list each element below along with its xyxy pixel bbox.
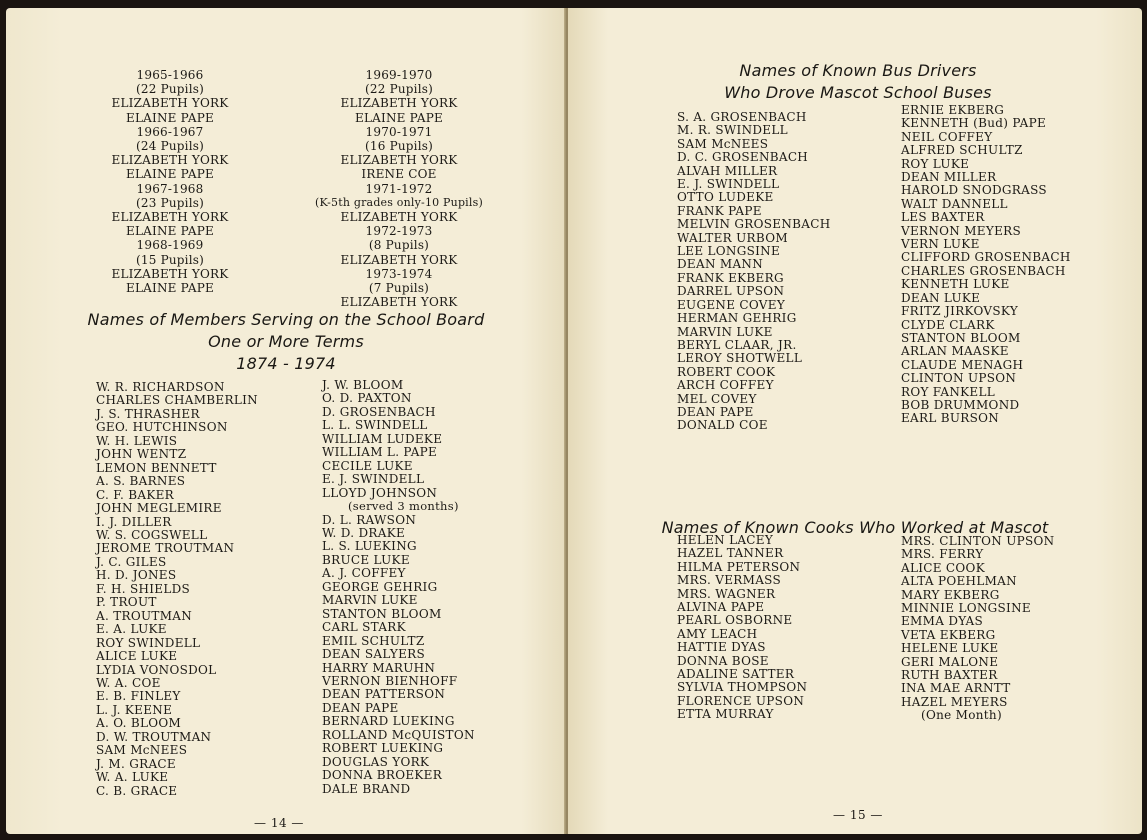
school-year: 1969-1970 xyxy=(365,68,433,82)
bus-driver-name: DEAN MILLER xyxy=(901,170,997,185)
board-member-name: CARL STARK xyxy=(322,620,406,635)
bus-driver-name: ARLAN MAASKE xyxy=(901,344,1009,359)
pupil-count: (8 Pupils) xyxy=(368,238,430,253)
bus-driver-name: FRITZ JIRKOVSKY xyxy=(901,304,1019,319)
bus-driver-name: S. A. GROSENBACH xyxy=(677,110,807,124)
cook-name: RUTH BAXTER xyxy=(901,668,998,683)
board-member-name: DONNA BROEKER xyxy=(322,768,443,783)
board-member-name: DEAN PAPE xyxy=(322,700,399,715)
school-year-block xyxy=(299,224,499,267)
bus-driver-name: VERNON MEYERS xyxy=(901,223,1021,238)
board-member-name: JEROME TROUTMAN xyxy=(96,541,235,556)
school-year: 1971-1972 xyxy=(365,181,433,196)
school-year: 1967-1968 xyxy=(136,181,204,196)
school-year: 1970-1971 xyxy=(365,124,433,139)
bus-driver-name: EARL BURSON xyxy=(901,411,1000,426)
pupil-count: (24 Pupils) xyxy=(136,139,204,154)
cook-name: VETA EKBERG xyxy=(901,627,996,642)
board-member-name: W. A. COE xyxy=(96,675,161,690)
bus-driver-name: M. R. SWINDELL xyxy=(677,123,788,138)
teacher-name: ELIZABETH YORK xyxy=(340,295,458,310)
board-member-name: GEO. HUTCHINSON xyxy=(96,420,228,435)
cook-name: AMY LEACH xyxy=(677,626,758,641)
teacher-name: ELAINE PAPE xyxy=(126,281,214,296)
board-member-name: O. D. PAXTON xyxy=(322,391,412,406)
board-member-name: W. R. RICHARDSON xyxy=(96,380,225,394)
pupil-count: (K-5th grades only-10 Pupils) xyxy=(315,195,483,209)
bus-driver-name: ERNIE EKBERG xyxy=(901,103,1005,117)
teacher-name: IRENE COE xyxy=(361,167,437,182)
cook-name: MINNIE LONGSINE xyxy=(901,601,1031,616)
board-member-name: W. H. LEWIS xyxy=(96,433,178,448)
school-year-block xyxy=(299,125,499,182)
teacher-name: ELAINE PAPE xyxy=(355,110,443,125)
pupil-count: (22 Pupils) xyxy=(136,82,204,97)
board-members-column-1 xyxy=(96,381,296,798)
bus-driver-name: OTTO LUDEKE xyxy=(677,190,774,205)
bus-driver-name: BOB DRUMMOND xyxy=(901,397,1020,412)
teacher-name: ELIZABETH YORK xyxy=(340,96,458,111)
board-member-name: H. D. JONES xyxy=(96,568,177,583)
bus-driver-name: LES BAXTER xyxy=(901,210,985,225)
bus-driver-name: LEE LONGSINE xyxy=(677,244,781,259)
board-member-name: WILLIAM L. PAPE xyxy=(322,445,438,460)
bus-driver-name: ALVAH MILLER xyxy=(677,163,778,178)
cook-name: MARY EKBERG xyxy=(901,587,1000,602)
bus-driver-name: DEAN LUKE xyxy=(901,290,981,305)
school-year-block xyxy=(90,238,250,295)
board-member-name: ALICE LUKE xyxy=(96,649,178,664)
board-member-name: E. B. FINLEY xyxy=(96,689,181,704)
board-member-name: A. TROUTMAN xyxy=(96,608,193,623)
board-note: (served 3 months) xyxy=(348,499,459,514)
cook-name: MRS. VERMASS xyxy=(677,573,781,588)
board-member-name: L. L. SWINDELL xyxy=(322,418,428,433)
bus-driver-name: MEL COVEY xyxy=(677,391,757,406)
board-member-name: SAM McNEES xyxy=(96,743,188,758)
board-member-name: J. C. GILES xyxy=(96,554,167,569)
bus-driver-name: D. C. GROSENBACH xyxy=(677,150,809,165)
board-member-name: J. S. THRASHER xyxy=(96,406,200,421)
school-year: 1972-1973 xyxy=(365,224,433,239)
board-member-name: ROLLAND McQUISTON xyxy=(322,727,475,742)
board-members-column-2 xyxy=(322,379,542,796)
teacher-name: ELAINE PAPE xyxy=(126,110,214,125)
board-member-name: LYDIA VONOSDOL xyxy=(96,662,217,677)
board-member-name: DEAN PATTERSON xyxy=(322,687,446,702)
school-board-heading-line3: 1874 - 1974 xyxy=(236,354,336,373)
bus-driver-name: STANTON BLOOM xyxy=(901,330,1021,345)
board-member-name: DOUGLAS YORK xyxy=(322,754,430,769)
bus-driver-name: VERN LUKE xyxy=(901,237,980,252)
bus-driver-name: ROY LUKE xyxy=(901,156,970,171)
board-member-name: BRUCE LUKE xyxy=(322,552,410,567)
bus-driver-name: CHARLES GROSENBACH xyxy=(901,263,1066,278)
school-year: 1973-1974 xyxy=(365,266,433,281)
bus-driver-name: SAM McNEES xyxy=(677,136,769,151)
bus-driver-name: CLYDE CLARK xyxy=(901,317,995,332)
school-year: 1965-1966 xyxy=(136,68,204,82)
cook-name: ALTA POEHLMAN xyxy=(901,574,1017,589)
school-board-heading-line2: One or More Terms xyxy=(208,332,364,351)
bus-drivers-column-2 xyxy=(901,104,1121,426)
cooks-column-2 xyxy=(901,535,1121,723)
pupil-count: (7 Pupils) xyxy=(368,281,430,296)
cook-name: HELEN LACEY xyxy=(677,533,774,547)
bus-drivers-heading xyxy=(588,60,1128,104)
teacher-name: ELIZABETH YORK xyxy=(111,210,229,225)
cooks-note: (One Month) xyxy=(921,708,1002,723)
board-member-name: I. J. DILLER xyxy=(96,514,172,529)
board-member-name: ROY SWINDELL xyxy=(96,635,201,650)
school-board-heading-line1: Names of Members Serving on the School Board xyxy=(87,310,485,329)
bus-driver-name: DEAN MANN xyxy=(677,257,764,272)
bus-driver-name: KENNETH (Bud) PAPE xyxy=(901,116,1047,131)
pupil-years-column-1 xyxy=(90,68,250,295)
school-year-block xyxy=(90,182,250,239)
teacher-name: ELIZABETH YORK xyxy=(111,96,229,111)
board-member-name: ROBERT LUEKING xyxy=(322,741,444,756)
bus-driver-name: CLINTON UPSON xyxy=(901,371,1017,386)
board-member-name: E. A. LUKE xyxy=(96,622,167,637)
bus-driver-name: WALTER URBOM xyxy=(677,230,788,245)
teacher-name: ELIZABETH YORK xyxy=(340,252,458,267)
bus-driver-name: CLAUDE MENAGH xyxy=(901,357,1024,372)
bus-driver-name: MELVIN GROSENBACH xyxy=(677,217,831,232)
cook-name: HATTIE DYAS xyxy=(677,640,766,655)
cook-name: HILMA PETERSON xyxy=(677,559,801,574)
board-member-name: MARVIN LUKE xyxy=(322,593,418,608)
teacher-name: ELIZABETH YORK xyxy=(111,266,229,281)
pupil-years-column-2 xyxy=(299,68,499,309)
page-number: — 15 — xyxy=(833,808,883,822)
cook-name: SYLVIA THOMPSON xyxy=(677,680,808,695)
school-year-block xyxy=(90,68,250,125)
board-member-name: J. M. GRACE xyxy=(96,756,176,771)
cook-name: EMMA DYAS xyxy=(901,614,984,629)
teacher-name: ELAINE PAPE xyxy=(126,224,214,239)
pupil-count: (23 Pupils) xyxy=(136,195,204,210)
school-year-block xyxy=(90,125,250,182)
cook-name: MRS. WAGNER xyxy=(677,586,776,601)
bus-drivers-heading-line2: Who Drove Mascot School Buses xyxy=(724,83,992,102)
school-year-block xyxy=(299,68,499,125)
board-member-name: E. J. SWINDELL xyxy=(322,472,425,487)
board-member-name: A. O. BLOOM xyxy=(96,716,182,731)
school-year-block xyxy=(299,182,499,225)
board-member-name: A. J. COFFEY xyxy=(322,566,406,581)
board-member-name: DEAN SALYERS xyxy=(322,647,425,662)
board-member-name: P. TROUT xyxy=(96,595,157,610)
board-member-name: WILLIAM LUDEKE xyxy=(322,431,443,446)
bus-driver-name: NEIL COFFEY xyxy=(901,129,993,144)
board-member-name: EMIL SCHULTZ xyxy=(322,633,425,648)
bus-driver-name: LEROY SHOTWELL xyxy=(677,351,803,366)
bus-driver-name: HERMAN GEHRIG xyxy=(677,311,797,326)
school-board-heading xyxy=(46,309,526,375)
cook-name: ADALINE SATTER xyxy=(677,667,795,682)
cook-name: FLORENCE UPSON xyxy=(677,693,805,708)
right-page xyxy=(568,8,1142,834)
board-member-name: JOHN WENTZ xyxy=(96,447,187,462)
board-member-name: W. D. DRAKE xyxy=(322,525,406,540)
bus-driver-name: HAROLD SNODGRASS xyxy=(901,183,1047,198)
bus-driver-name: DEAN PAPE xyxy=(677,404,754,419)
bus-drivers-heading-line1: Names of Known Bus Drivers xyxy=(739,61,977,80)
bus-driver-name: DONALD COE xyxy=(677,418,768,433)
board-member-name: VERNON BIENHOFF xyxy=(322,673,458,688)
bus-driver-name: ALFRED SCHULTZ xyxy=(901,143,1023,158)
cook-name: MRS. FERRY xyxy=(901,547,984,562)
bus-drivers-column-1 xyxy=(677,111,877,433)
school-year-block xyxy=(299,267,499,310)
cook-name: HAZEL TANNER xyxy=(677,546,784,561)
cook-name: ETTA MURRAY xyxy=(677,707,774,722)
cooks-column-1 xyxy=(677,534,877,722)
bus-driver-name: FRANK PAPE xyxy=(677,203,762,218)
school-year: 1968-1969 xyxy=(136,238,204,253)
board-member-name: BERNARD LUEKING xyxy=(322,714,455,729)
board-member-name: DALE BRAND xyxy=(322,781,411,796)
board-member-name: D. GROSENBACH xyxy=(322,404,436,419)
board-member-name: F. H. SHIELDS xyxy=(96,581,191,596)
school-year: 1966-1967 xyxy=(136,124,204,139)
bus-driver-name: FRANK EKBERG xyxy=(677,270,784,285)
bus-driver-name: ARCH COFFEY xyxy=(677,378,774,393)
left-page xyxy=(6,8,566,834)
pupil-count: (16 Pupils) xyxy=(365,139,433,154)
board-member-name: C. F. BAKER xyxy=(96,487,175,502)
cook-name: HELENE LUKE xyxy=(901,641,999,656)
cook-name: HAZEL MEYERS xyxy=(901,694,1008,709)
bus-driver-name: DARREL UPSON xyxy=(677,284,785,299)
bus-driver-name: ROY FANKELL xyxy=(901,384,996,399)
cook-name: ALICE COOK xyxy=(901,560,985,575)
board-member-name: JOHN MEGLEMIRE xyxy=(96,501,222,516)
board-member-name: A. S. BARNES xyxy=(96,474,186,489)
board-member-name: LEMON BENNETT xyxy=(96,460,217,475)
board-member-name: HARRY MARUHN xyxy=(322,660,436,675)
bus-driver-name: BERYL CLAAR, JR. xyxy=(677,337,797,352)
teacher-name: ELAINE PAPE xyxy=(126,167,214,182)
cook-name: PEARL OSBORNE xyxy=(677,613,793,628)
teacher-name: ELIZABETH YORK xyxy=(340,153,458,168)
teacher-name: ELIZABETH YORK xyxy=(111,153,229,168)
bus-driver-name: EUGENE COVEY xyxy=(677,297,786,312)
teacher-name: ELIZABETH YORK xyxy=(340,210,458,225)
board-member-name: C. B. GRACE xyxy=(96,783,178,798)
pupil-count: (22 Pupils) xyxy=(365,82,433,97)
bus-driver-name: MARVIN LUKE xyxy=(677,324,773,339)
board-member-name: LLOYD JOHNSON xyxy=(322,485,438,500)
board-member-name: L. S. LUEKING xyxy=(322,539,417,554)
cooks-heading-line: Names of Known Cooks Who Worked at Mascot xyxy=(661,518,1049,537)
board-member-name: CHARLES CHAMBERLIN xyxy=(96,393,258,408)
cook-name: DONNA BOSE xyxy=(677,653,769,668)
board-member-name: STANTON BLOOM xyxy=(322,606,442,621)
board-member-name: J. W. BLOOM xyxy=(322,378,404,392)
board-member-name: L. J. KEENE xyxy=(96,702,173,717)
board-member-name: GEORGE GEHRIG xyxy=(322,579,438,594)
bus-driver-name: KENNETH LUKE xyxy=(901,277,1010,292)
bus-driver-name: ROBERT COOK xyxy=(677,364,776,379)
pupil-count: (15 Pupils) xyxy=(136,252,204,267)
board-member-name: W. A. LUKE xyxy=(96,770,169,785)
bus-driver-name: CLIFFORD GROSENBACH xyxy=(901,250,1071,265)
board-member-name: D. W. TROUTMAN xyxy=(96,729,212,744)
page-number: — 14 — xyxy=(254,816,304,830)
cook-name: ALVINA PAPE xyxy=(677,600,765,615)
cook-name: INA MAE ARNTT xyxy=(901,681,1011,696)
board-member-name: W. S. COGSWELL xyxy=(96,527,208,542)
cook-name: GERI MALONE xyxy=(901,654,999,669)
bus-driver-name: E. J. SWINDELL xyxy=(677,177,780,192)
bus-driver-name: WALT DANNELL xyxy=(901,196,1008,211)
board-member-name: CECILE LUKE xyxy=(322,458,413,473)
board-member-name: D. L. RAWSON xyxy=(322,512,417,527)
cook-name: MRS. CLINTON UPSON xyxy=(901,534,1055,548)
